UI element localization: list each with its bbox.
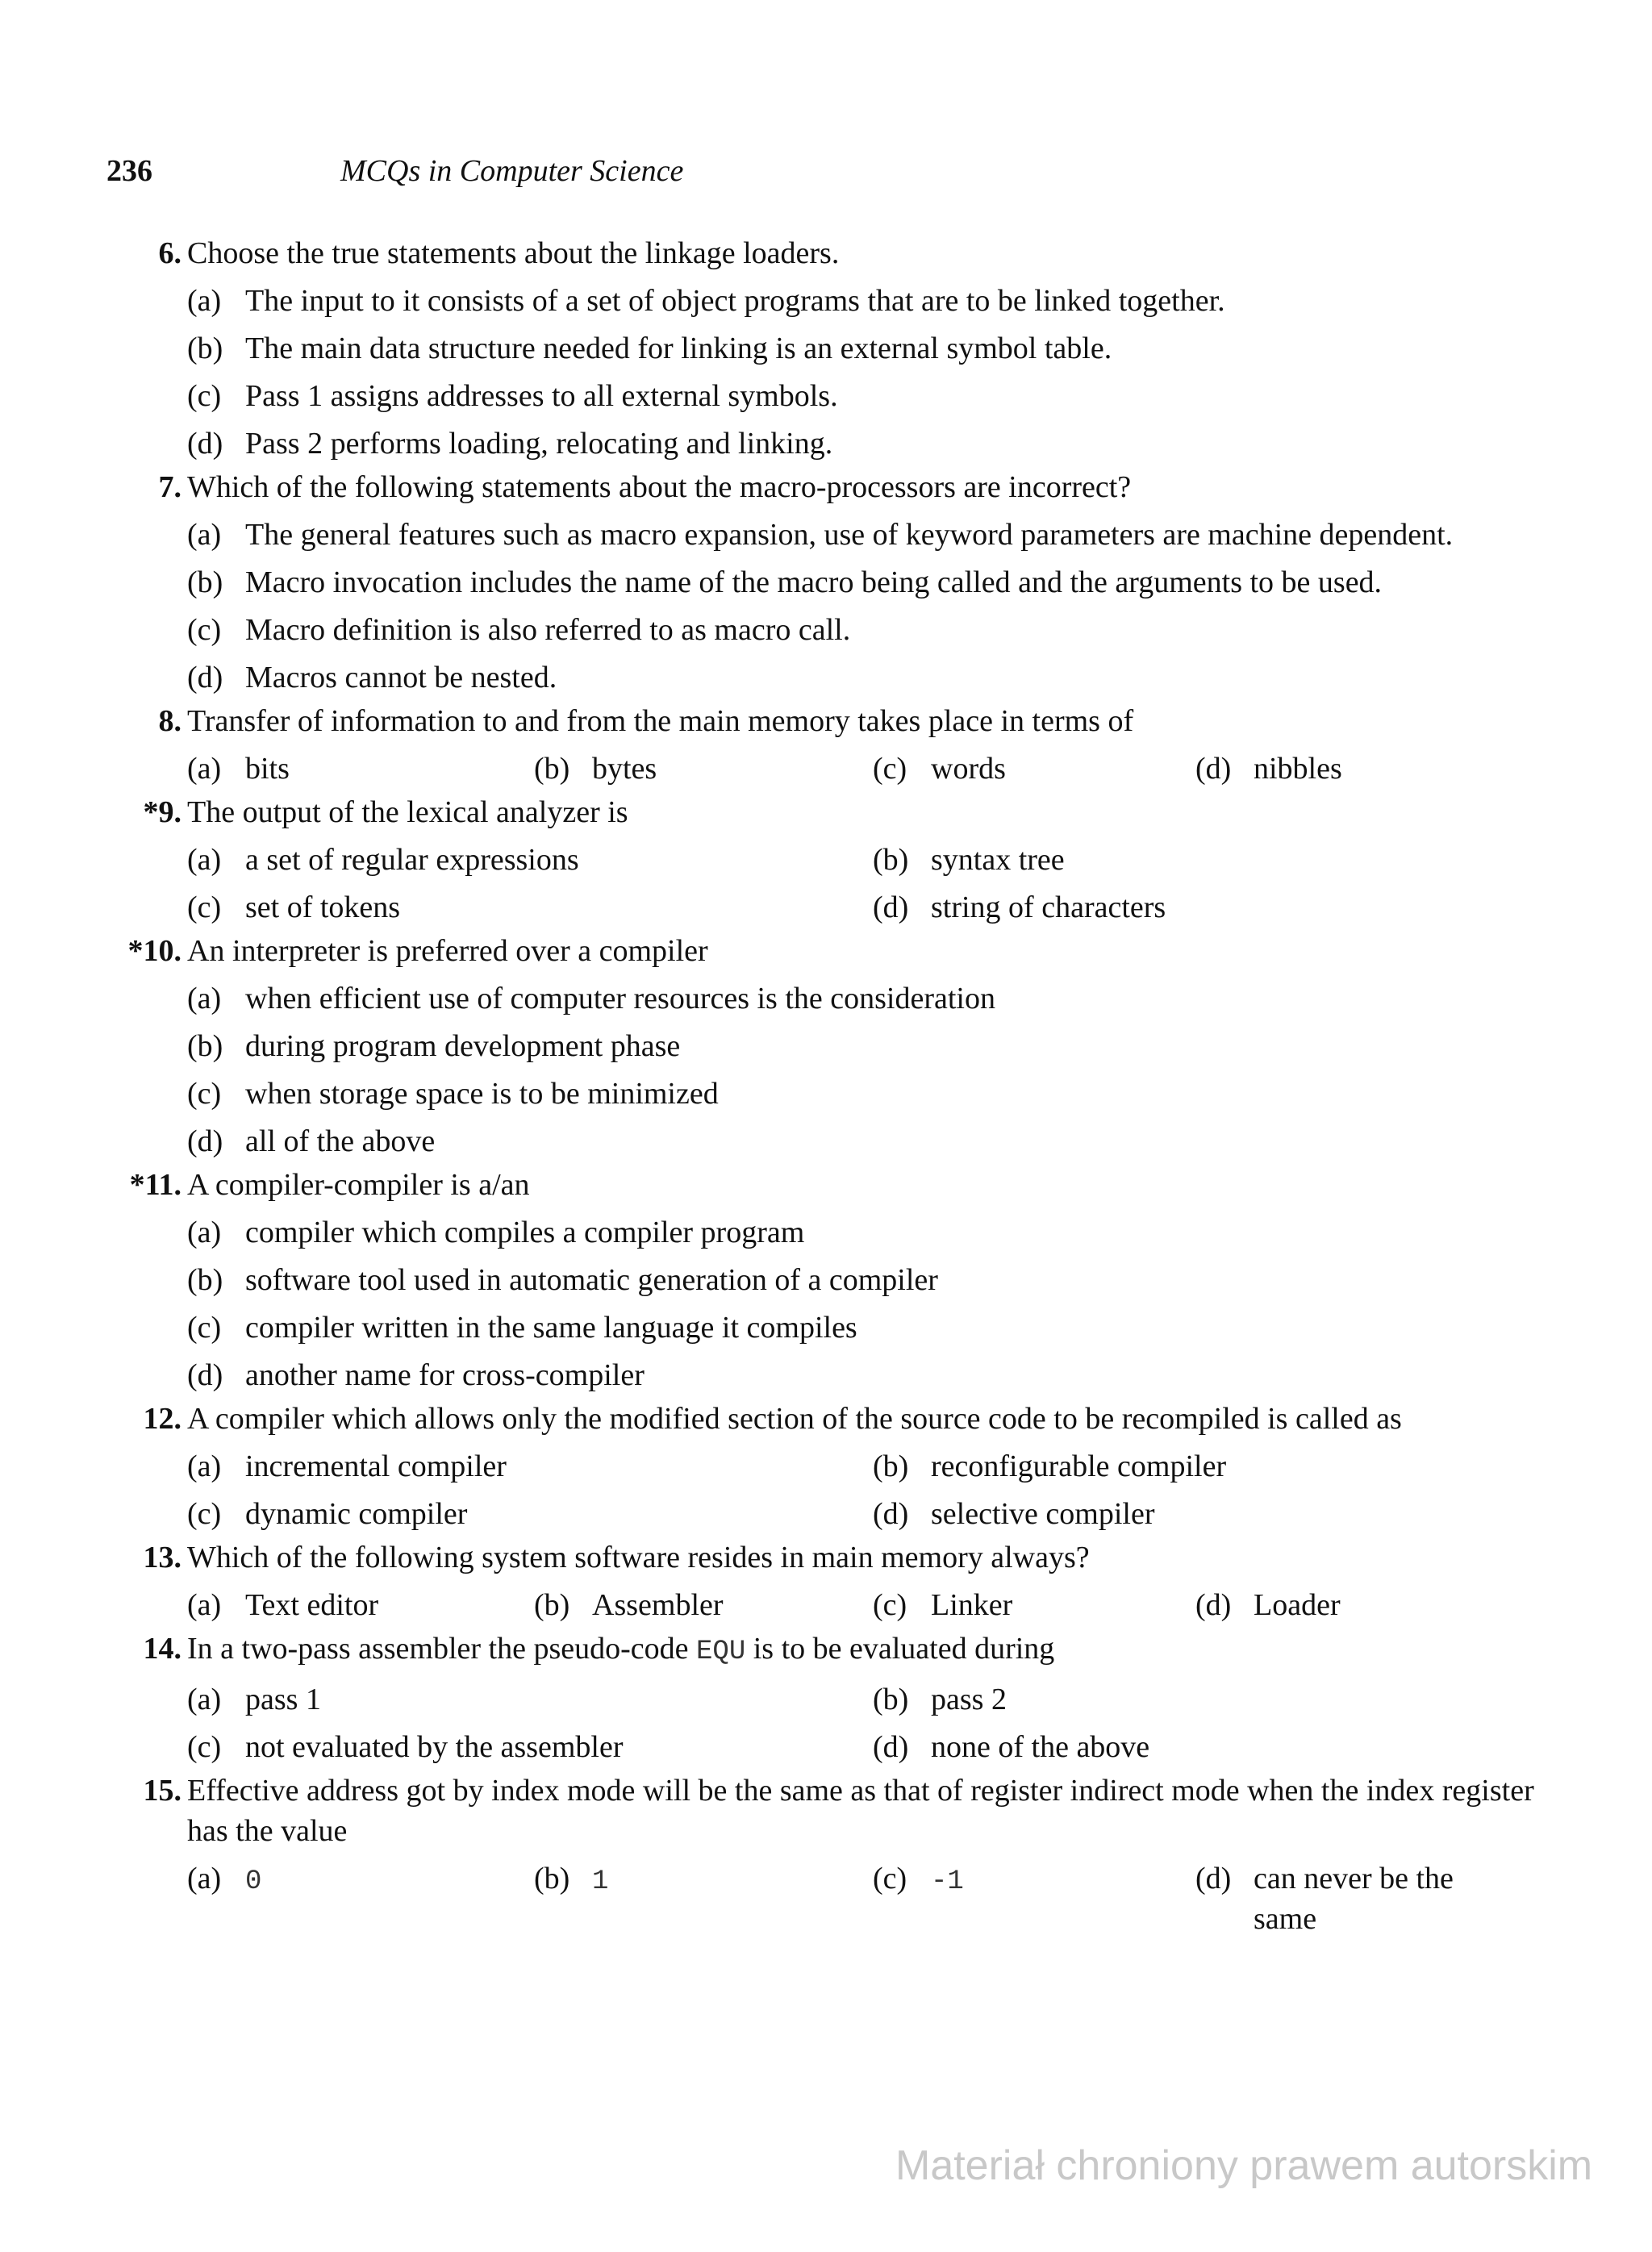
option-label: (a) [187,1216,222,1249]
option-text: selective compiler [931,1497,1155,1531]
question-item [0,1537,1652,1625]
option-list [0,1851,1652,1939]
option-label: (d) [873,890,909,924]
option-text: pass 1 [245,1683,321,1716]
option-label: (b) [187,1029,223,1063]
option-list [0,1212,1652,1395]
answer-option [187,562,1535,603]
answer-option [187,1585,534,1625]
option-label: (a) [187,1449,222,1483]
option-text: The main data structure needed for linking is an external symbol table. [245,332,1112,365]
answer-option [187,376,1535,416]
answer-option [1195,1858,1518,1939]
answer-option [187,1212,1535,1253]
option-text: Macros cannot be nested. [245,661,557,694]
option-text: Text editor [245,1588,379,1622]
option-label: (b) [873,1683,909,1716]
option-label: (d) [187,427,223,461]
option-label: (d) [1195,752,1232,786]
question-text: A compiler-compiler is a/an [187,1168,530,1202]
option-label: (a) [187,1588,222,1622]
question-text: An interpreter is preferred over a compiler [187,934,708,968]
answer-option [187,1260,1535,1300]
option-label: (b) [534,752,570,786]
option-text: during program development phase [245,1029,681,1063]
answer-option [187,1121,1535,1161]
answer-option [187,1727,873,1767]
answer-option [534,1585,873,1625]
option-label: (d) [1195,1862,1232,1895]
option-label: (c) [187,1730,222,1764]
answer-option [187,328,1535,369]
option-text: compiler written in the same language it compiles [245,1311,857,1345]
option-list [0,1672,1652,1767]
option-text: when storage space is to be minimized [245,1077,719,1111]
option-label: (a) [187,843,222,877]
option-label: (a) [187,1683,222,1716]
question-text: Effective address got by index mode will be the same as that of register indirect mode when the index register has the value [187,1774,1534,1848]
answer-option [187,887,873,928]
option-label: (c) [187,1311,222,1345]
option-text: when efficient use of computer resources is the consideration [245,982,995,1015]
question-number: *9. [143,795,181,829]
option-text: bits [245,752,290,786]
answer-option [187,281,1535,321]
answer-option [873,1494,1518,1534]
question-stem [0,1165,1652,1205]
option-label: (b) [534,1862,570,1895]
option-list [0,741,1652,789]
answer-option [873,840,1518,880]
option-label: (b) [873,1449,909,1483]
option-text: compiler which compiles a compiler program [245,1216,805,1249]
copyright-watermark: Materiał chroniony prawem autorskim [895,2142,1593,2189]
question-item [0,1770,1652,1939]
option-list [0,281,1652,464]
option-list [0,978,1652,1161]
option-text: string of characters [931,890,1166,924]
answer-option [187,610,1535,650]
option-text: a set of regular expressions [245,843,579,877]
option-label: (a) [187,982,222,1015]
option-text: Macro invocation includes the name of the macro being called and the arguments to be used. [245,565,1383,599]
answer-option [187,1307,1535,1348]
answer-option [187,1026,1535,1066]
option-text: 1 [592,1866,609,1897]
option-label: (d) [1195,1588,1232,1622]
question-number: 8. [158,704,181,738]
answer-option [187,1355,1535,1395]
question-number: 7. [158,470,181,504]
option-label: (b) [873,843,909,877]
question-stem [0,233,1652,273]
answer-option [187,1074,1535,1114]
question-list [0,230,1652,1939]
question-code: EQU [696,1637,746,1667]
question-item [0,467,1652,698]
question-text: A compiler which allows only the modified section of the source code to be recompiled is called as [187,1402,1402,1436]
answer-option [187,1446,873,1487]
question-stem [0,1537,1652,1578]
option-text: Pass 1 assigns addresses to all external symbols. [245,379,838,413]
option-label: (b) [187,565,223,599]
option-text: reconfigurable compiler [931,1449,1227,1483]
option-label: (a) [187,518,222,552]
question-number: 13. [143,1541,181,1574]
question-number: 14. [143,1632,181,1666]
option-label: (c) [187,613,222,647]
question-text: In a two-pass assembler the pseudo-code [187,1632,689,1666]
option-text: Pass 2 performs loading, relocating and linking. [245,427,833,461]
question-number: *10. [127,934,181,968]
answer-option [1195,1585,1518,1625]
answer-option [187,978,1535,1019]
question-text: The output of the lexical analyzer is [187,795,628,829]
question-text: Which of the following statements about the macro-processors are incorrect? [187,470,1132,504]
answer-option [187,1494,873,1534]
option-label: (b) [187,1263,223,1297]
option-text: -1 [931,1866,964,1897]
option-label: (d) [873,1730,909,1764]
option-label: (c) [873,1862,907,1895]
question-number: 12. [143,1402,181,1436]
answer-option [534,1858,873,1939]
option-text: Linker [931,1588,1013,1622]
option-text: The input to it consists of a set of object programs that are to be linked together. [245,284,1225,318]
option-text: dynamic compiler [245,1497,468,1531]
answer-option [187,749,534,789]
option-text: software tool used in automatic generation of a compiler [245,1263,938,1297]
option-label: (c) [873,1588,907,1622]
question-number: 15. [143,1774,181,1808]
option-label: (d) [187,1124,223,1158]
option-text: pass 2 [931,1683,1007,1716]
question-number: 6. [158,236,181,270]
option-label: (d) [187,1358,223,1392]
option-text: can never be the same [1254,1862,1454,1936]
option-label: (d) [187,661,223,694]
question-text: Transfer of information to and from the main memory takes place in terms of [187,704,1134,738]
option-text: Loader [1254,1588,1341,1622]
answer-option [187,1679,873,1720]
option-text: Macro definition is also referred to as macro call. [245,613,851,647]
question-stem [0,467,1652,507]
option-text: 0 [245,1866,262,1897]
question-item [0,701,1652,789]
answer-option [187,515,1535,555]
option-label: (c) [187,1497,222,1531]
question-item [0,1165,1652,1395]
option-label: (a) [187,752,222,786]
answer-option [534,749,873,789]
question-item [0,1629,1652,1767]
option-list [0,1439,1652,1534]
question-text: Choose the true statements about the linkage loaders. [187,236,840,270]
option-label: (c) [187,379,222,413]
question-stem [0,792,1652,832]
answer-option [873,1679,1518,1720]
option-label: (a) [187,284,222,318]
option-text: set of tokens [245,890,401,924]
option-text: bytes [592,752,657,786]
option-text: not evaluated by the assembler [245,1730,624,1764]
option-label: (c) [187,1077,222,1111]
answer-option [187,1858,534,1939]
answer-option [187,423,1535,464]
answer-option [873,887,1518,928]
option-label: (c) [187,890,222,924]
question-stem [0,701,1652,741]
question-stem [0,931,1652,971]
option-list [0,1578,1652,1625]
question-item [0,233,1652,464]
answer-option [873,1727,1518,1767]
option-list [0,832,1652,928]
option-text: incremental compiler [245,1449,507,1483]
question-stem [0,1770,1652,1851]
answer-option [187,657,1535,698]
answer-option [873,1858,1195,1939]
page-number: 236 [106,154,152,188]
question-text: Which of the following system software resides in main memory always? [187,1541,1090,1574]
answer-option [873,1446,1518,1487]
option-label: (a) [187,1862,222,1895]
option-text: nibbles [1254,752,1342,786]
option-label: (c) [873,752,907,786]
question-item [0,1399,1652,1534]
book-title: MCQs in Computer Science [340,154,684,188]
option-label: (b) [187,332,223,365]
page-header [106,153,684,189]
question-number: *11. [129,1168,181,1202]
question-item [0,931,1652,1161]
option-text: syntax tree [931,843,1065,877]
answer-option [187,840,873,880]
option-label: (d) [873,1497,909,1531]
answer-option [1195,749,1518,789]
option-text: The general features such as macro expansion, use of keyword parameters are machine dependent. [245,518,1454,552]
question-item [0,792,1652,928]
answer-option [873,1585,1195,1625]
option-text: another name for cross-compiler [245,1358,645,1392]
option-text: words [931,752,1006,786]
question-text: is to be evaluated during [753,1632,1055,1666]
question-stem [0,1399,1652,1439]
option-text: all of the above [245,1124,436,1158]
option-list [0,515,1652,698]
answer-option [873,749,1195,789]
option-label: (b) [534,1588,570,1622]
question-stem [0,1629,1652,1672]
option-text: Assembler [592,1588,724,1622]
option-text: none of the above [931,1730,1150,1764]
